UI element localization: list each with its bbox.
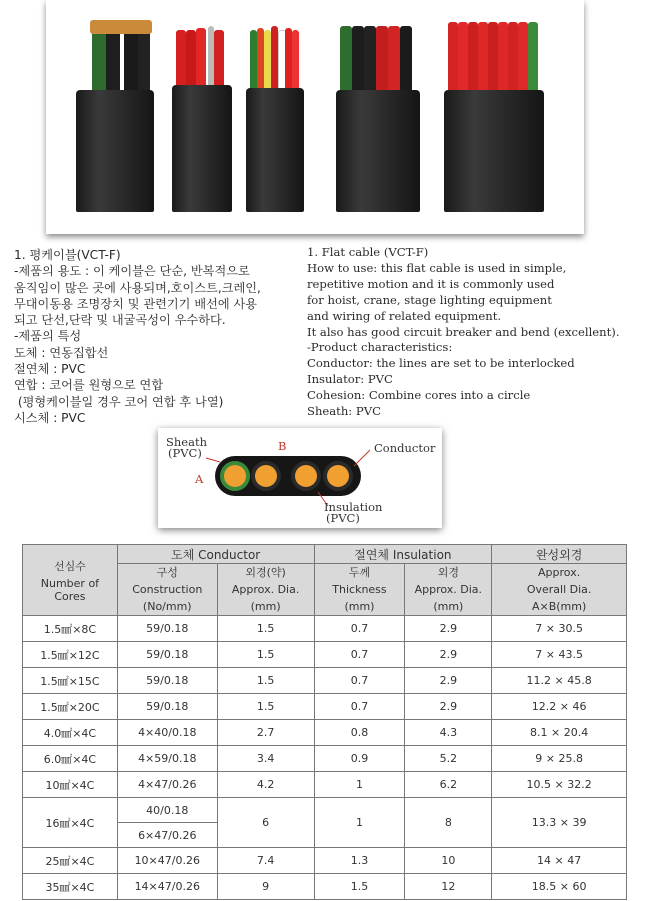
cable-sample-3 <box>244 0 324 234</box>
en-line: 1. Flat cable (VCT-F) <box>307 245 429 259</box>
cell-insulation-dia: 8 <box>405 798 492 848</box>
cell-overall-dia: 11.2 × 45.8 <box>492 668 627 694</box>
cell-thickness: 1 <box>314 772 405 798</box>
cell-cores: 4.0㎟×4C <box>23 720 118 746</box>
ko-line: 무대이동용 조명장치 및 관련기기 배선에 사용 <box>14 296 258 311</box>
cell-construction: 4×40/0.18 <box>117 720 217 746</box>
cell-cores: 1.5㎟×8C <box>23 616 118 642</box>
cell-cores: 25㎟×4C <box>23 848 118 874</box>
cell-thickness: 0.7 <box>314 668 405 694</box>
header-conductor-dia-unit: (mm) <box>250 600 281 613</box>
cell-overall-dia: 10.5 × 32.2 <box>492 772 627 798</box>
ko-line: -제품의 용도 : 이 케이블은 단순, 반복적으로 <box>14 264 250 279</box>
cell-overall-dia: 14 × 47 <box>492 848 627 874</box>
header-insulation: 절연체 Insulation <box>314 545 492 564</box>
table-row <box>23 798 627 823</box>
ko-line: 연합 : 코어를 원형으로 연합 <box>14 378 164 393</box>
en-line: -Product characteristics: <box>307 340 453 355</box>
cell-conductor-dia: 1.5 <box>217 668 314 694</box>
header-overall-dia-unit: A×B(mm) <box>531 600 587 613</box>
cell-thickness: 0.7 <box>314 694 405 720</box>
cell-insulation-dia: 4.3 <box>405 720 492 746</box>
cell-conductor-dia: 2.7 <box>217 720 314 746</box>
ko-line: 절연체 : PVC <box>14 362 86 377</box>
table-row <box>23 720 627 746</box>
ko-line: 도체 : 연동집합선 <box>14 345 109 360</box>
table-row <box>23 848 627 874</box>
product-photo <box>46 0 584 234</box>
dimension-a-label: A <box>195 472 204 486</box>
insulation-material-label: (PVC) <box>326 511 360 525</box>
en-line: It also has good circuit breaker and bend (excellent). <box>307 324 620 339</box>
cell-insulation-dia: 12 <box>405 874 492 900</box>
header-overall-dia-en: Approx. <box>538 566 581 579</box>
cell-construction: 59/0.18 <box>117 694 217 720</box>
cell-overall-dia: 12.2 × 46 <box>492 694 627 720</box>
ko-line: 1. 평케이블(VCT-F) <box>14 248 121 262</box>
en-line: and wiring of related equipment. <box>307 308 502 323</box>
insulation-label: Insulation <box>324 500 383 514</box>
en-line: Sheath: PVC <box>307 404 381 419</box>
cell-cores: 1.5㎟×15C <box>23 668 118 694</box>
header-insulation-dia-unit: (mm) <box>433 600 464 613</box>
en-line: Insulator: PVC <box>307 372 393 387</box>
header-construction <box>117 564 217 616</box>
cell-thickness: 1.5 <box>314 874 405 900</box>
cell-thickness: 1.3 <box>314 848 405 874</box>
cell-conductor-dia: 6 <box>217 798 314 848</box>
cell-insulation-dia: 2.9 <box>405 616 492 642</box>
header-conductor-dia-en: Approx. Dia. <box>231 583 300 596</box>
cell-construction: 4×59/0.18 <box>117 746 217 772</box>
sheath-material-label: (PVC) <box>168 446 202 460</box>
table-row <box>23 694 627 720</box>
header-conductor: 도체 Conductor <box>117 545 314 564</box>
dimension-b-label: B <box>278 439 287 453</box>
cell-construction: 40/0.18 <box>117 798 217 823</box>
cell-overall-dia: 18.5 × 60 <box>492 874 627 900</box>
header-thickness-ko: 두께 <box>348 566 371 579</box>
cell-insulation-dia: 2.9 <box>405 694 492 720</box>
cell-cores: 1.5㎟×12C <box>23 642 118 668</box>
header-thickness-unit: (mm) <box>344 600 375 613</box>
ko-line: 되고 단선,단락 및 내굴곡성이 우수하다. <box>14 313 226 328</box>
cell-conductor-dia: 1.5 <box>217 616 314 642</box>
intro-text-english <box>307 245 650 420</box>
en-line: Cohesion: Combine cores into a circle <box>307 388 531 403</box>
cell-conductor-dia: 1.5 <box>217 642 314 668</box>
header-insulation-dia-en: Approx. Dia. <box>414 583 483 596</box>
en-line: repetitive motion and it is commonly used <box>307 276 555 291</box>
cell-overall-dia: 8.1 × 20.4 <box>492 720 627 746</box>
cell-construction: 59/0.18 <box>117 642 217 668</box>
cell-construction: 14×47/0.26 <box>117 874 217 900</box>
ko-line: 시스체 : PVC <box>14 410 86 425</box>
table-row <box>23 642 627 668</box>
header-overall-dia <box>492 564 627 616</box>
header-thickness <box>314 564 405 616</box>
header-cores-ko: 선심수 <box>53 559 86 573</box>
table-row <box>23 746 627 772</box>
cell-conductor-dia: 7.4 <box>217 848 314 874</box>
header-construction-en: Construction <box>132 583 203 596</box>
cable-cross-section-diagram <box>158 428 442 528</box>
cell-insulation-dia: 6.2 <box>405 772 492 798</box>
cell-insulation-dia: 5.2 <box>405 746 492 772</box>
cell-overall-dia: 7 × 43.5 <box>492 642 627 668</box>
cell-thickness: 0.7 <box>314 642 405 668</box>
header-cores <box>23 545 118 616</box>
header-overall-dia-en: Overall Dia. <box>526 583 592 596</box>
intro-text-korean <box>14 247 304 426</box>
cell-insulation-dia: 2.9 <box>405 668 492 694</box>
header-conductor-dia <box>217 564 314 616</box>
cell-conductor-dia: 1.5 <box>217 694 314 720</box>
cable-sample-1 <box>68 0 158 234</box>
cell-thickness: 1 <box>314 798 405 848</box>
cell-insulation-dia: 10 <box>405 848 492 874</box>
cable-sample-2 <box>166 0 256 234</box>
header-construction-unit: (No/mm) <box>142 600 192 613</box>
cell-construction: 59/0.18 <box>117 668 217 694</box>
cell-construction: 6×47/0.26 <box>117 823 217 848</box>
cell-cores: 35㎟×4C <box>23 874 118 900</box>
cell-construction: 4×47/0.26 <box>117 772 217 798</box>
specification-table <box>22 544 627 900</box>
ko-line: (평형케이블일 경우 코어 연합 후 나열) <box>14 394 224 409</box>
en-line: Conductor: the lines are set to be interlocked <box>307 356 575 371</box>
en-line: for hoist, crane, stage lighting equipment <box>307 292 552 307</box>
header-cores-en: Number of <box>40 576 100 590</box>
ko-line: 움직임이 많은 곳에 사용되며,호이스트,크레인, <box>14 280 261 295</box>
cell-insulation-dia: 2.9 <box>405 642 492 668</box>
cell-overall-dia: 9 × 25.8 <box>492 746 627 772</box>
header-thickness-en: Thickness <box>332 583 387 596</box>
cell-thickness: 0.7 <box>314 616 405 642</box>
cell-overall-dia: 7 × 30.5 <box>492 616 627 642</box>
header-cores-en: Cores <box>54 589 86 603</box>
cell-conductor-dia: 4.2 <box>217 772 314 798</box>
table-row <box>23 772 627 798</box>
header-conductor-dia-ko: 외경(약) <box>245 566 286 579</box>
cell-construction: 10×47/0.26 <box>117 848 217 874</box>
cell-overall-dia: 13.3 × 39 <box>492 798 627 848</box>
header-insulation-dia <box>405 564 492 616</box>
cell-cores: 10㎟×4C <box>23 772 118 798</box>
header-construction-ko: 구성 <box>156 566 178 579</box>
cell-conductor-dia: 3.4 <box>217 746 314 772</box>
en-line: How to use: this flat cable is used in simple, <box>307 260 567 275</box>
cable-sample-4 <box>332 0 432 234</box>
cell-construction: 59/0.18 <box>117 616 217 642</box>
cell-thickness: 0.8 <box>314 720 405 746</box>
ko-line: -제품의 특성 <box>14 329 82 344</box>
table-row <box>23 668 627 694</box>
cell-cores: 1.5㎟×20C <box>23 694 118 720</box>
header-overall: 완성외경 <box>492 545 627 564</box>
header-insulation-dia-ko: 외경 <box>437 566 459 579</box>
cell-cores: 16㎟×4C <box>23 798 118 848</box>
table-row <box>23 874 627 900</box>
cell-conductor-dia: 9 <box>217 874 314 900</box>
cable-sample-5 <box>442 0 572 234</box>
cell-thickness: 0.9 <box>314 746 405 772</box>
cell-cores: 6.0㎟×4C <box>23 746 118 772</box>
table-row <box>23 616 627 642</box>
sheath-label: Sheath <box>166 435 207 449</box>
conductor-label: Conductor <box>374 441 436 455</box>
